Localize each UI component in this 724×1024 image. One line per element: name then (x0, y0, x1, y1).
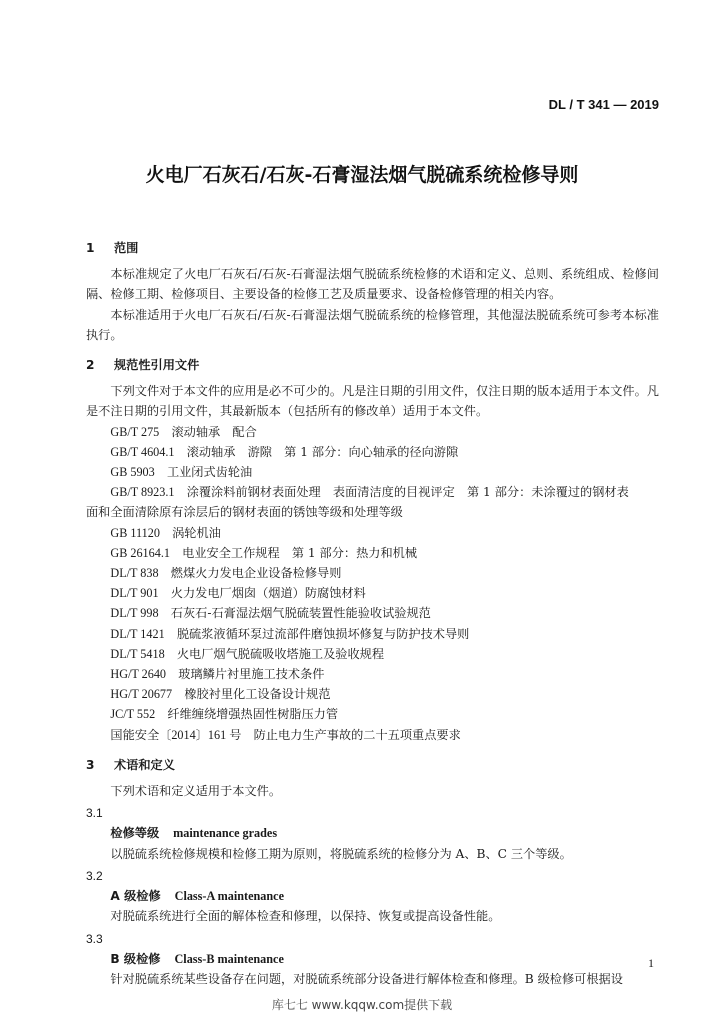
reference-code: DL/T 998 (110, 606, 159, 621)
reference-item (86, 563, 659, 583)
term-definition: 对脱硫系统进行全面的解体检查和修理，以保持、恢复或提高设备性能。 (110, 909, 501, 924)
reference-item (86, 543, 659, 563)
section-title: 术语和定义 (114, 757, 175, 772)
reference-title: 纤维缠绕增强热固性树脂压力管 (167, 707, 339, 722)
reference-item (86, 442, 659, 462)
reference-code: 国能安全〔2014〕161 号 (110, 727, 242, 742)
reference-item (86, 482, 659, 522)
reference-title: 火电厂烟气脱硫吸收塔施工及验收规程 (176, 646, 385, 661)
term-number: 3.1 (86, 806, 103, 821)
reference-title: 石灰石-石膏湿法烟气脱硫装置性能验收试验规范 (170, 606, 431, 621)
reference-code: GB/T 4604.1 (110, 444, 175, 459)
section-1-heading (86, 238, 659, 258)
section-title: 规范性引用文件 (114, 358, 200, 373)
reference-code: HG/T 20677 (110, 687, 173, 702)
reference-title-continued: 面和全面清除原有涂层后的钢材表面的锈蚀等级和处理等级 (86, 505, 403, 520)
section-number: 2 (86, 358, 95, 373)
reference-code: DL/T 5418 (110, 646, 165, 661)
term-heading (86, 823, 659, 843)
reference-title: 火力发电厂烟囱（烟道）防腐蚀材料 (170, 586, 366, 601)
references-intro: 下列文件对于本文件的应用是必不可少的。凡是注日期的引用文件，仅注日期的版本适用于本文件。凡是不注日期的引用文件，其最新版本（包括所有的修改单）适用于本文件。 (86, 384, 659, 419)
term-definition: 以脱硫系统检修规模和检修工期为原则，将脱硫系统的检修分为 A、B、C 三个等级。 (110, 846, 572, 861)
reference-code: HG/T 2640 (110, 667, 167, 682)
reference-title: 工业闭式齿轮油 (166, 465, 253, 480)
reference-code: GB 5903 (110, 465, 155, 480)
document-title: 火电厂石灰石/石灰-石膏湿法烟气脱硫系统检修导则 (145, 164, 579, 186)
reference-title: 涂覆涂料前钢材表面处理 表面清洁度的目视评定 第 1 部分：未涂覆过的钢材表 (186, 485, 629, 500)
reference-item (86, 583, 659, 603)
term-number: 3.3 (86, 931, 103, 946)
term-heading (86, 949, 659, 969)
reference-item (86, 684, 659, 704)
reference-title: 涡轮机油 (172, 525, 221, 540)
reference-code: GB/T 8923.1 (110, 485, 175, 500)
reference-code: GB 26164.1 (110, 545, 170, 560)
reference-code: DL/T 901 (110, 586, 159, 601)
reference-title: 滚动轴承 配合 (171, 424, 257, 439)
term-heading (86, 886, 659, 906)
reference-code: JC/T 552 (110, 707, 156, 722)
section-title: 范围 (114, 241, 139, 255)
term-zh: A 级检修 (110, 889, 161, 904)
reference-code: DL/T 838 (110, 566, 159, 581)
section-2-heading (86, 355, 659, 375)
page-number: 1 (648, 956, 654, 970)
reference-item (86, 725, 659, 745)
reference-item (86, 422, 659, 442)
section-number: 3 (86, 757, 95, 772)
reference-item (86, 644, 659, 664)
reference-title: 电业安全工作规程 第 1 部分：热力和机械 (182, 545, 418, 560)
reference-item (86, 462, 659, 482)
term-en: Class-B maintenance (174, 951, 284, 966)
scope-paragraph-1: 本标准规定了火电厂石灰石/石灰-石膏湿法烟气脱硫系统检修的术语和定义、总则、系统组成、检修间隔、检修工期、检修项目、主要设备的检修工艺及质量要求、设备检修管理的相关内容。 (86, 267, 659, 302)
reference-code: GB 11120 (110, 525, 160, 540)
scope-paragraph-2: 本标准适用于火电厂石灰石/石灰-石膏湿法烟气脱硫系统的检修管理，其他湿法脱硫系统可参考本标准执行。 (86, 307, 659, 342)
standard-code: DL / T 341 — 2019 (548, 97, 659, 112)
reference-title: 脱硫浆液循环泵过流部件磨蚀损坏修复与防护技术导则 (176, 626, 470, 641)
term-definition: 针对脱硫系统某些设备存在问题，对脱硫系统部分设备进行解体检查和修理。B 级检修可根据设 (110, 971, 623, 986)
section-number: 1 (86, 241, 95, 255)
reference-item (86, 523, 659, 543)
term-en: maintenance grades (173, 826, 278, 841)
download-footer: 库七七 www.kqqw.com提供下载 (271, 998, 453, 1012)
document-body (86, 232, 659, 989)
terms-intro: 下列术语和定义适用于本文件。 (110, 784, 282, 799)
reference-item (86, 664, 659, 684)
reference-item (86, 603, 659, 623)
reference-title: 防止电力生产事故的二十五项重点要求 (253, 727, 461, 742)
reference-title: 燃煤火力发电企业设备检修导则 (170, 566, 342, 581)
term-number: 3.2 (86, 868, 103, 883)
reference-title: 玻璃鳞片衬里施工技术条件 (178, 667, 325, 682)
term-zh: 检修等级 (110, 826, 160, 841)
reference-title: 滚动轴承 游隙 第 1 部分：向心轴承的径向游隙 (186, 444, 459, 459)
reference-title: 橡胶衬里化工设备设计规范 (184, 687, 331, 702)
reference-item (86, 704, 659, 724)
reference-code: GB/T 275 (110, 424, 160, 439)
section-3-heading (86, 755, 659, 775)
term-en: Class-A maintenance (174, 889, 284, 904)
reference-item (86, 624, 659, 644)
term-zh: B 级检修 (110, 951, 161, 966)
reference-code: DL/T 1421 (110, 626, 165, 641)
